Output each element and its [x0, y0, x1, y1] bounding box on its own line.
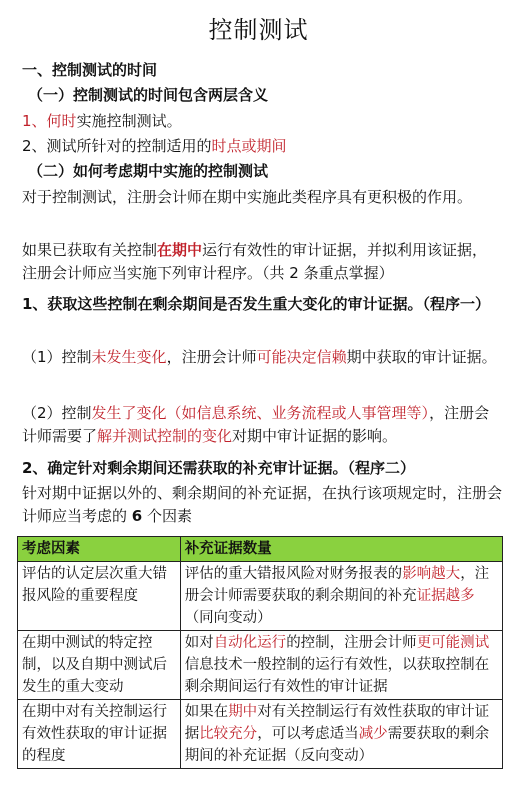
item-2 — [22, 136, 502, 157]
item-1 — [22, 111, 502, 132]
paragraph-2-text-b: 运行有效性的审计证据，并拟利用该证据，注册会计师应当实施下列审计程序。（共 2 条重点掌握） — [22, 241, 488, 282]
paragraph-1: 对于控制测试，注册会计师在期中实施此类程序具有更积极的作用。 — [22, 188, 473, 206]
point-2-text-a: （2）控制 — [22, 404, 92, 422]
item-1-highlight: 何时 — [46, 112, 77, 130]
table-row — [18, 700, 503, 769]
step-1-point-2 — [22, 402, 502, 448]
cell-highlight: 证据越多 — [416, 588, 475, 604]
cell-text: ，注册会计师需要获取的剩余期间的补充 — [184, 566, 490, 604]
paragraph-2 — [22, 239, 502, 285]
paragraph-2-highlight: 在期中 — [157, 241, 203, 259]
point-1-text-c: 期中获取的审计证据。 — [346, 348, 497, 366]
point-1-text-a: （1）控制 — [22, 348, 92, 366]
cell-text: 需要获取的剩余期间的补充证据（反向变动） — [184, 726, 490, 764]
cell-highlight: 减少 — [358, 726, 388, 742]
cell-highlight: 更可能测试 — [416, 635, 490, 651]
cell-text: 评估的重大错报风险对财务报表的 — [184, 566, 403, 582]
item-2-highlight: 时点或期间 — [211, 137, 287, 155]
table-cell-evidence — [180, 631, 502, 700]
table-cell-factor: 评估的认定层次重大错报风险的重要程度 — [18, 562, 181, 631]
step-1-heading: 1、获取这些控制在剩余期间是否发生重大变化的审计证据。（程序一） — [22, 295, 490, 313]
step-2-text-b: 个因素 — [142, 507, 192, 525]
table-row — [18, 562, 503, 631]
cell-highlight: 比较充分 — [199, 726, 258, 742]
section-1a-heading: （一）控制测试的时间包含两层含义 — [28, 86, 269, 104]
cell-text: （同向变动） — [184, 610, 272, 626]
point-2-text-b: ，注册会计师需要了 — [22, 404, 490, 445]
paragraph-2-text-a: 如果已获取有关控制 — [22, 241, 158, 259]
factors-table — [17, 536, 503, 769]
section-1-heading: 一、控制测试的时间 — [22, 61, 158, 79]
point-1-highlight-2: 可能决定信赖 — [256, 348, 347, 366]
cell-text: 如对 — [184, 635, 214, 651]
cell-text: ，可以考虑适当 — [257, 726, 359, 742]
table-cell-factor: 在期中对有关控制运行有效性获取的审计证据的程度 — [18, 700, 181, 769]
step-2-paragraph — [22, 482, 502, 528]
cell-highlight: 期中 — [228, 704, 258, 720]
point-2-highlight-1: 发生了变化（如信息系统、业务流程或人事管理等） — [91, 404, 430, 422]
table-cell-evidence — [180, 700, 502, 769]
point-1-highlight-1: 未发生变化 — [91, 348, 167, 366]
cell-highlight: 影响越大 — [402, 566, 461, 582]
step-1-point-1 — [22, 346, 502, 369]
cell-text: 对有关控制运行有效性获取的审计证据 — [184, 704, 490, 742]
cell-text: 如果在 — [184, 704, 229, 720]
cell-highlight: 自动化运行 — [213, 635, 287, 651]
item-1-number: 1、 — [22, 112, 47, 130]
item-1-text: 实施控制测试。 — [76, 112, 182, 130]
point-2-text-c: 对期中审计证据的影响。 — [232, 427, 398, 445]
step-2-factor-count: 6 — [131, 507, 143, 525]
table-header-row — [18, 537, 503, 562]
point-2-highlight-2: 解并测试控制的变化 — [97, 427, 233, 445]
cell-text: 的控制，注册会计师 — [286, 635, 417, 651]
table-header-evidence: 补充证据数量 — [180, 537, 502, 562]
table-cell-evidence — [180, 562, 502, 631]
cell-text: 信息技术一般控制的运行有效性，以获取控制在剩余期间运行有效性的审计证据 — [184, 657, 490, 695]
step-2-text-a: 针对期中证据以外的、剩余期间的补充证据，在执行该项规定时，注册会计师应当考虑的 — [22, 484, 503, 525]
page-title: 控制测试 — [208, 16, 309, 44]
step-2-heading: 2、确定针对剩余期间还需获取的补充审计证据。（程序二） — [22, 459, 415, 477]
table-row — [18, 631, 503, 700]
section-1b-heading: （二）如何考虑期中实施的控制测试 — [28, 162, 269, 180]
point-1-text-b: ，注册会计师 — [166, 348, 257, 366]
table-cell-factor: 在期中测试的特定控制，以及自期中测试后发生的重大变动 — [18, 631, 181, 700]
item-2-text: 2、测试所针对的控制适用的 — [22, 137, 212, 155]
table-header-factor: 考虑因素 — [18, 537, 181, 562]
